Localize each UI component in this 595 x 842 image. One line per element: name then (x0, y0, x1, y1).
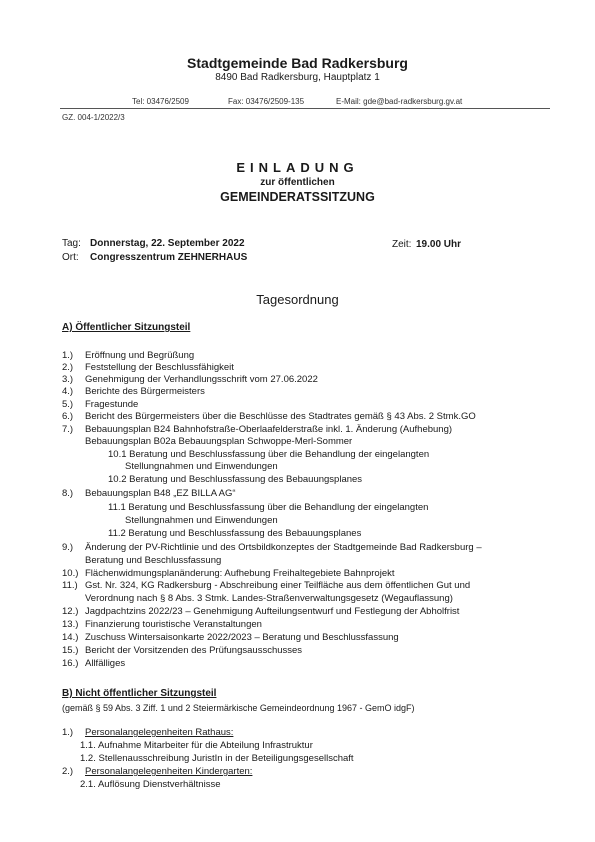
agenda-subitem: Stellungnahmen und Einwendungen (125, 515, 278, 526)
item-number: 5.) (62, 399, 74, 410)
agenda-item: Bebauungsplan B24 Bahnhofstraße-Oberlaafelderstraße inkl. 1. Änderung (Aufhebung) (85, 424, 453, 435)
contact-tel: Tel: 03476/2509 (132, 97, 189, 106)
invitation-subtitle: zur öffentlichen (260, 177, 335, 188)
agenda-item: Feststellung der Beschlussfähigkeit (85, 362, 234, 373)
agenda-item: Bebauungsplan B48 „EZ BILLA AG“ (85, 488, 236, 499)
item-number: 3.) (62, 374, 74, 385)
agenda-item: Änderung der PV-Richtlinie und des Ortsbildkonzeptes der Stadtgemeinde Bad Radkersburg – (85, 542, 482, 553)
agenda-item: Bericht der Vorsitzenden des Prüfungsausschusses (85, 645, 303, 656)
agenda-title: Tagesordnung (256, 292, 339, 307)
contact-email: E-Mail: gde@bad-radkersburg.gv.at (336, 97, 463, 106)
item-number: 13.) (62, 619, 79, 630)
municipality-address: 8490 Bad Radkersburg, Hauptplatz 1 (215, 72, 380, 83)
invitation-title: EINLADUNG (236, 160, 359, 175)
contact-fax: Fax: 03476/2509-135 (228, 97, 305, 106)
agenda-item: Berichte des Bürgermeisters (85, 386, 205, 397)
section-b-note: (gemäß § 59 Abs. 3 Ziff. 1 und 2 Steiermärkische Gemeindeordnung 1967 - GemO idgF) (62, 703, 415, 713)
item-number: 9.) (62, 542, 74, 553)
agenda-item: Jagdpachtzins 2022/23 – Genehmigung Aufteilungsentwurf und Festlegung der Abholfrist (85, 606, 460, 617)
item-number: 12.) (62, 606, 79, 617)
meeting-ort-label: Ort: (62, 252, 79, 263)
item-number: 16.) (62, 658, 79, 669)
municipality-title: Stadtgemeinde Bad Radkersburg (187, 55, 408, 71)
agenda-item: Allfälliges (85, 658, 126, 669)
agenda-subitem: 11.1 Beratung und Beschlussfassung über die Behandlung der eingelangten (108, 502, 429, 513)
agenda-item: Beratung und Beschlussfassung (85, 555, 222, 566)
agenda-item: Personalangelegenheiten Kindergarten: (85, 766, 253, 777)
header-divider (60, 108, 550, 109)
agenda-subitem: 10.2 Beratung und Beschlussfassung des Bebauungsplanes (108, 474, 363, 485)
item-number: 15.) (62, 645, 79, 656)
item-number: 2.) (62, 766, 74, 777)
agenda-item: Bebauungsplan B02a Bebauungsplan Schwoppe-Merl-Sommer (85, 436, 353, 447)
agenda-subitem: 1.1. Aufnahme Mitarbeiter für die Abteilung Infrastruktur (80, 740, 313, 751)
agenda-item: Genehmigung der Verhandlungsschrift vom 27.06.2022 (85, 374, 318, 385)
meeting-zeit-label: Zeit: (392, 239, 412, 250)
agenda-subitem: 1.2. Stellenausschreibung JuristIn in der Beteiligungsgesellschaft (80, 753, 354, 764)
item-number: 7.) (62, 424, 74, 435)
agenda-subitem: 2.1. Auflösung Dienstverhältnisse (80, 779, 221, 790)
agenda-item: Gst. Nr. 324, KG Radkersburg - Abschreibung einer Teilfläche aus dem öffentlichen Gut und (85, 580, 471, 591)
item-number: 8.) (62, 488, 74, 499)
meeting-date: Donnerstag, 22. September 2022 (90, 238, 245, 249)
section-a-heading: A) Öffentlicher Sitzungsteil (62, 322, 191, 333)
agenda-subitem: Stellungnahmen und Einwendungen (125, 461, 278, 472)
item-number: 2.) (62, 362, 74, 373)
agenda-item: Flächenwidmungsplanänderung: Aufhebung Freihaltegebiete Bahnprojekt (85, 568, 395, 579)
agenda-item: Verordnung nach § 8 Abs. 3 Stmk. Landes-Straßenverwaltungsgesetz (Wegauflassung) (85, 593, 453, 604)
item-number: 1.) (62, 350, 74, 361)
meeting-location: Congresszentrum ZEHNERHAUS (90, 252, 248, 263)
agenda-subitem: 10.1 Beratung und Beschlussfassung über die Behandlung der eingelangten (108, 449, 430, 460)
item-number: 6.) (62, 411, 74, 422)
item-number: 14.) (62, 632, 79, 643)
meeting-tag-label: Tag: (62, 238, 81, 249)
agenda-item: Zuschuss Wintersaisonkarte 2022/2023 – Beratung und Beschlussfassung (85, 632, 399, 643)
item-number: 4.) (62, 386, 74, 397)
item-number: 10.) (62, 568, 79, 579)
agenda-item: Personalangelegenheiten Rathaus: (85, 727, 234, 738)
agenda-item: Bericht des Bürgermeisters über die Beschlüsse des Stadtrates gemäß § 43 Abs. 2 Stmk.GO (85, 411, 476, 422)
item-number: 11.) (62, 580, 78, 591)
reference-number: GZ. 004-1/2022/3 (62, 113, 125, 122)
invitation-main: GEMEINDERATSSITZUNG (220, 190, 375, 204)
meeting-time: 19.00 Uhr (416, 239, 462, 250)
agenda-subitem: 11.2 Beratung und Beschlussfassung des Bebauungsplanes (108, 528, 362, 539)
agenda-item: Eröffnung und Begrüßung (85, 350, 195, 361)
agenda-item: Finanzierung touristische Veranstaltungen (85, 619, 262, 630)
agenda-item: Fragestunde (85, 399, 139, 410)
item-number: 1.) (62, 727, 74, 738)
section-b-heading: B) Nicht öffentlicher Sitzungsteil (62, 688, 217, 699)
